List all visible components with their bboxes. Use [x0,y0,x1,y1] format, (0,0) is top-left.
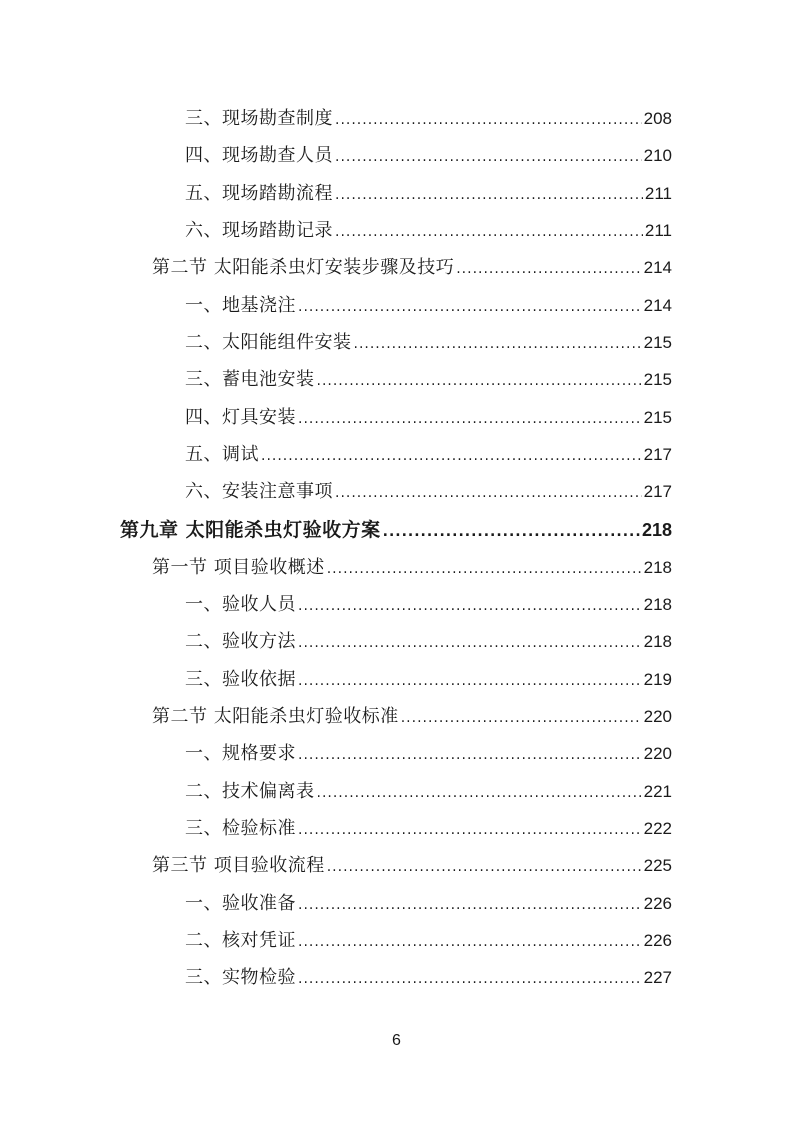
toc-leader-dots [298,591,642,621]
toc-leader-dots [335,180,643,210]
toc-leader-dots [335,217,643,247]
toc-entry-title: 二、技术偏离表 [185,781,315,802]
toc-entry-page: 214 [643,296,672,315]
toc-entry-title: 三、蓄电池安装 [185,369,315,390]
toc-leader-dots [298,628,642,658]
toc-entry-title: 第二节 太阳能杀虫灯验收标准 [152,706,399,727]
toc-entry-title: 第二节 太阳能杀虫灯安装步骤及技巧 [152,257,455,278]
toc-leader-dots [298,927,642,957]
toc-entry-page: 217 [643,445,672,464]
toc-entry-page: 214 [643,258,672,277]
toc-leader-dots [298,964,642,994]
toc-leader-dots [383,517,640,547]
toc-entry[interactable] [185,627,672,657]
toc-entry-title: 第一节 项目验收概述 [152,557,325,578]
toc-leader-dots [335,142,642,172]
toc-entry[interactable] [185,291,672,321]
toc-entry-title: 一、验收人员 [185,594,296,615]
toc-entry-page: 217 [643,482,672,501]
toc-entry[interactable] [185,665,672,695]
toc-leader-dots [261,441,642,471]
toc-entry[interactable] [152,253,672,283]
toc-leader-dots [335,478,642,508]
toc-entry-page: 211 [644,184,672,203]
toc-leader-dots [456,254,641,284]
page-number: 6 [392,1032,401,1049]
toc-entry-title: 一、规格要求 [185,743,296,764]
toc-entry-title: 三、现场勘查制度 [185,108,333,129]
toc-entry-title: 六、现场踏勘记录 [185,220,333,241]
toc-leader-dots [298,890,642,920]
toc-entry[interactable] [185,328,672,358]
toc-leader-dots [298,292,642,322]
toc-entry-title: 三、实物检验 [185,967,296,988]
toc-entry[interactable] [185,963,672,993]
toc-entry[interactable] [185,889,672,919]
toc-entry-page: 211 [644,221,672,240]
toc-entry-page: 210 [643,146,672,165]
toc-entry[interactable] [185,926,672,956]
toc-entry[interactable] [185,141,672,171]
toc-entry-title: 二、太阳能组件安装 [185,332,352,353]
toc-entry-title: 二、核对凭证 [185,930,296,951]
toc-entry-page: 226 [643,931,672,950]
toc-leader-dots [327,852,642,882]
toc-entry-page: 225 [643,856,672,875]
toc-entry-title: 五、调试 [185,444,259,465]
toc-leader-dots [298,666,642,696]
toc-leader-dots [298,740,642,770]
toc-entry-title: 二、验收方法 [185,631,296,652]
toc-entry[interactable] [185,365,672,395]
toc-leader-dots [298,404,642,434]
toc-entry-title: 三、验收依据 [185,669,296,690]
toc-entry-title: 六、安装注意事项 [185,481,333,502]
toc-entry-page: 218 [643,558,672,577]
toc-entry[interactable] [152,702,672,732]
toc-entry[interactable] [152,851,672,881]
toc-entry-page: 220 [643,744,672,763]
toc-entry-page: 227 [643,968,672,987]
toc-entry-title: 一、地基浇注 [185,295,296,316]
toc-entry-title: 一、验收准备 [185,893,296,914]
toc-leader-dots [317,778,642,808]
toc-entry[interactable] [185,814,672,844]
toc-entry-title: 第九章 太阳能杀虫灯验收方案 [120,519,381,541]
toc-entry[interactable] [185,590,672,620]
toc-entry-page: 215 [643,408,672,427]
toc-chapter-entry[interactable] [120,515,672,545]
toc-entry-page: 218 [643,632,672,651]
toc-leader-dots [317,366,642,396]
toc-entry-page: 215 [643,333,672,352]
toc-entry-title: 四、现场勘查人员 [185,145,333,166]
toc-entry[interactable] [152,553,672,583]
toc-entry-page: 222 [643,819,672,838]
toc-entry-title: 四、灯具安装 [185,407,296,428]
toc-entry-page: 226 [643,894,672,913]
toc-entry[interactable] [185,179,672,209]
toc-leader-dots [298,815,642,845]
toc-entry[interactable] [185,777,672,807]
toc-entry[interactable] [185,440,672,470]
toc-entry[interactable] [185,477,672,507]
toc-entry[interactable] [185,403,672,433]
toc-entry[interactable] [185,739,672,769]
toc-entry-title: 五、现场踏勘流程 [185,183,333,204]
toc-entry-page: 221 [643,782,672,801]
toc-entry[interactable] [185,104,672,134]
toc-entry[interactable] [185,216,672,246]
toc-entry-page: 215 [643,370,672,389]
toc-entry-page: 219 [643,670,672,689]
toc-leader-dots [335,105,642,135]
toc-entry-title: 三、检验标准 [185,818,296,839]
toc-entry-page: 218 [641,520,672,540]
toc-entry-page: 208 [643,109,672,128]
toc-entry-page: 220 [643,707,672,726]
toc-entry-title: 第三节 项目验收流程 [152,855,325,876]
toc-leader-dots [401,703,642,733]
toc-entry-page: 218 [643,595,672,614]
toc-leader-dots [354,329,642,359]
toc-leader-dots [327,554,642,584]
